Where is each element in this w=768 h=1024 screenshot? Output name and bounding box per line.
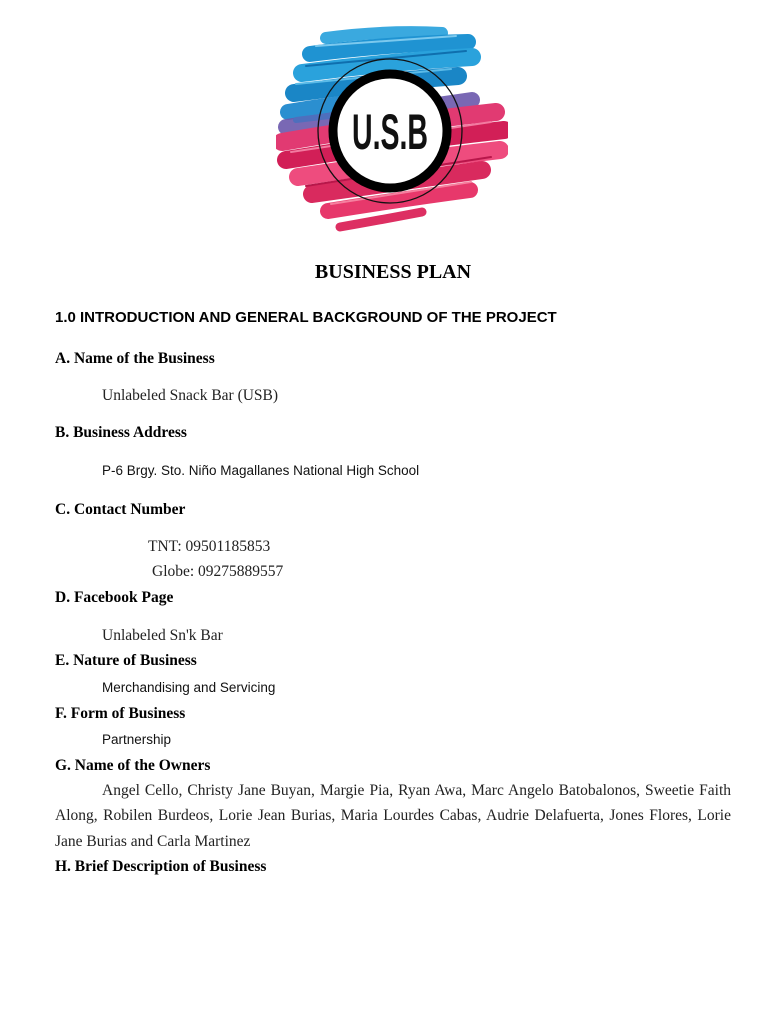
facebook-page-label: D. Facebook Page bbox=[55, 589, 174, 606]
contact-number-globe: Globe: 09275889557 bbox=[152, 563, 284, 580]
business-name-value: Unlabeled Snack Bar (USB) bbox=[102, 387, 279, 404]
business-address-label: B. Business Address bbox=[55, 424, 187, 441]
nature-of-business-label: E. Nature of Business bbox=[55, 652, 197, 669]
contact-number-label: C. Contact Number bbox=[55, 501, 186, 518]
business-name-label: A. Name of the Business bbox=[55, 350, 215, 367]
owners-line: Along, Robilen Burdeos, Lorie Jean Burias, Maria Lourdes Cabas, Audrie Delafuerta, Jones Flores, Lorie bbox=[55, 807, 731, 824]
owners-label: G. Name of the Owners bbox=[55, 757, 211, 774]
form-of-business-value: Partnership bbox=[102, 732, 172, 747]
page-title: BUSINESS PLAN bbox=[314, 261, 472, 283]
logo-text: U.S.B bbox=[352, 104, 428, 160]
form-of-business-label: F. Form of Business bbox=[55, 705, 186, 722]
business-address-value: P-6 Brgy. Sto. Niño Magallanes National High School bbox=[102, 463, 420, 478]
contact-number-tnt: TNT: 09501185853 bbox=[148, 538, 271, 555]
usb-logo bbox=[276, 24, 508, 236]
nature-of-business-value: Merchandising and Servicing bbox=[102, 680, 276, 695]
owners-line: Angel Cello, Christy Jane Buyan, Margie Pia, Ryan Awa, Marc Angelo Batobalonos, Sweetie Faith bbox=[102, 782, 731, 799]
owners-line: Jane Burias and Carla Martinez bbox=[55, 833, 251, 850]
facebook-page-value: Unlabeled Sn'k Bar bbox=[102, 627, 223, 644]
section-heading: 1.0 INTRODUCTION AND GENERAL BACKGROUND OF THE PROJECT bbox=[55, 309, 557, 326]
business-description-label: H. Brief Description of Business bbox=[55, 858, 267, 875]
